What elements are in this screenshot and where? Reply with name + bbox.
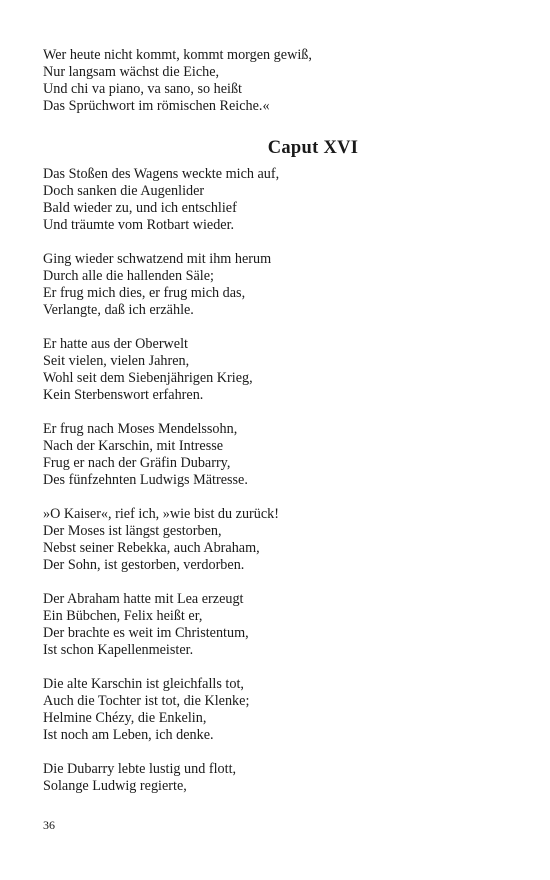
- stanza-3: [43, 336, 503, 404]
- verse-line: Nach der Karschin, mit Intresse: [43, 438, 224, 454]
- verse-line: Auch die Tochter ist tot, die Klenke;: [43, 693, 250, 709]
- verse-line: Doch sanken die Augenlider: [43, 183, 205, 199]
- verse-line: Helmine Chézy, die Enkelin,: [43, 710, 207, 726]
- verse-line: Ging wieder schwatzend mit ihm herum: [43, 251, 272, 267]
- verse-line: Die alte Karschin ist gleichfalls tot,: [43, 676, 244, 692]
- page-body: [43, 47, 503, 795]
- verse-line: Wohl seit dem Siebenjährigen Krieg,: [43, 370, 253, 386]
- verse-line: Durch alle die hallenden Säle;: [43, 268, 214, 284]
- verse-line: Der Abraham hatte mit Lea erzeugt: [43, 591, 244, 607]
- verse-line: Das Sprüchwort im römischen Reiche.«: [43, 98, 270, 114]
- verse-line: Solange Ludwig regierte,: [43, 778, 187, 794]
- stanza-gap: [43, 319, 503, 336]
- verse-line: Ist noch am Leben, ich denke.: [43, 727, 214, 743]
- verse-line: Seit vielen, vielen Jahren,: [43, 353, 190, 369]
- verse-line: »O Kaiser«, rief ich, »wie bist du zurück!: [43, 506, 279, 522]
- verse-line: Nebst seiner Rebekka, auch Abraham,: [43, 540, 260, 556]
- stanza-gap: [43, 744, 503, 761]
- stanza-6: [43, 591, 503, 659]
- verse-line: Er hatte aus der Oberwelt: [43, 336, 188, 352]
- stanza-gap: [43, 404, 503, 421]
- stanza-5: [43, 506, 503, 574]
- stanza-1: [43, 166, 503, 234]
- verse-line: Er frug mich dies, er frug mich das,: [43, 285, 246, 301]
- verse-line: Er frug nach Moses Mendelssohn,: [43, 421, 238, 437]
- chapter-title: Caput XVI: [267, 138, 359, 158]
- verse-line: Nur langsam wächst die Eiche,: [43, 64, 220, 80]
- stanza-8: [43, 761, 503, 795]
- verse-line: Frug er nach der Gräfin Dubarry,: [43, 455, 231, 471]
- verse-line: Ist schon Kapellenmeister.: [43, 642, 194, 658]
- verse-line: Des fünfzehnten Ludwigs Mätresse.: [43, 472, 248, 488]
- verse-line: Die Dubarry lebte lustig und flott,: [43, 761, 237, 777]
- stanza-gap: [43, 489, 503, 506]
- verse-line: Ein Bübchen, Felix heißt er,: [43, 608, 203, 624]
- verse-line: Verlangte, daß ich erzähle.: [43, 302, 194, 318]
- page-number: 36: [43, 818, 55, 832]
- stanza-7: [43, 676, 503, 744]
- verse-line: Das Stoßen des Wagens weckte mich auf,: [43, 166, 280, 182]
- verse-line: Der brachte es weit im Christentum,: [43, 625, 249, 641]
- verse-line: Und träumte vom Rotbart wieder.: [43, 217, 235, 233]
- stanza-gap: [43, 659, 503, 676]
- verse-line: Der Moses ist längst gestorben,: [43, 523, 222, 539]
- opening-stanza: [43, 47, 503, 115]
- verse-line: Der Sohn, ist gestorben, verdorben.: [43, 557, 245, 573]
- verse-line: Bald wieder zu, und ich entschlief: [43, 200, 237, 216]
- verse-line: Kein Sterbenswort erfahren.: [43, 387, 204, 403]
- verse-line: Wer heute nicht kommt, kommt morgen gewiß,: [43, 47, 312, 63]
- stanza-2: [43, 251, 503, 319]
- stanza-gap: [43, 234, 503, 251]
- stanza-gap: [43, 574, 503, 591]
- stanza-4: [43, 421, 503, 489]
- verse-line: Und chi va piano, va sano, so heißt: [43, 81, 242, 97]
